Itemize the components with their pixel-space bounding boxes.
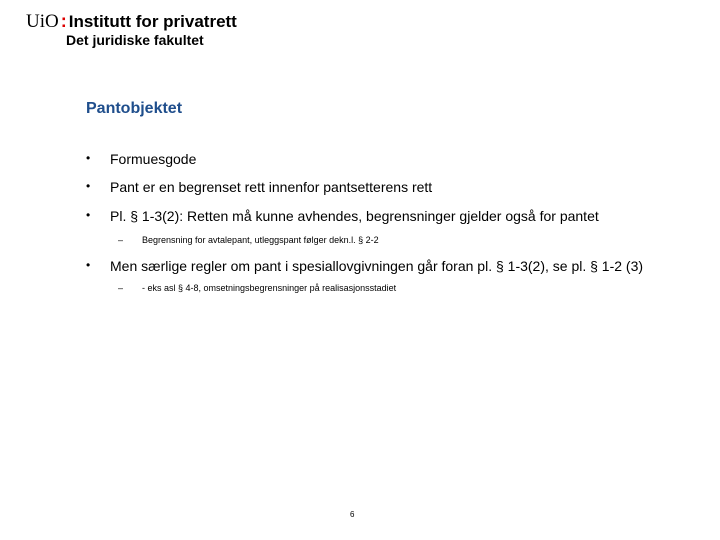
bullet-marker: • <box>86 258 91 272</box>
page-number: 6 <box>350 510 355 519</box>
slide-title: Pantobjektet <box>86 100 183 117</box>
sub-bullet-text: Begrensning for avtalepant, utleggspant følger dekn.l. § 2-2 <box>142 235 379 245</box>
logo-line <box>26 12 237 31</box>
faculty-name: Det juridiske fakultet <box>66 32 204 48</box>
institute-name: Institutt for privatrett <box>68 12 237 31</box>
bullet-marker: • <box>86 151 91 165</box>
bullet-text: Pant er en begrenset rett innenfor pantsetterens rett <box>110 179 433 195</box>
bullet-text: Formuesgode <box>110 151 197 167</box>
bullet-text: Pl. § 1-3(2): Retten må kunne avhendes, begrensninger gjelder også for pantet <box>110 208 599 224</box>
bullet-text: Men særlige regler om pant i spesiallovgivningen går foran pl. § 1-3(2), se pl. § 1-2 (3) <box>110 258 644 274</box>
sub-bullet-marker: – <box>118 283 124 293</box>
sub-bullet-marker: – <box>118 235 124 245</box>
sub-bullet-text: - eks asl § 4-8, omsetningsbegrensninger på realisasjonsstadiet <box>142 283 397 293</box>
bullet-marker: • <box>86 179 91 193</box>
uio-logo-text: UiO <box>26 11 59 32</box>
uio-logo-header <box>26 12 237 47</box>
bullet-marker: • <box>86 208 91 222</box>
uio-logo-colon: : <box>60 11 67 31</box>
